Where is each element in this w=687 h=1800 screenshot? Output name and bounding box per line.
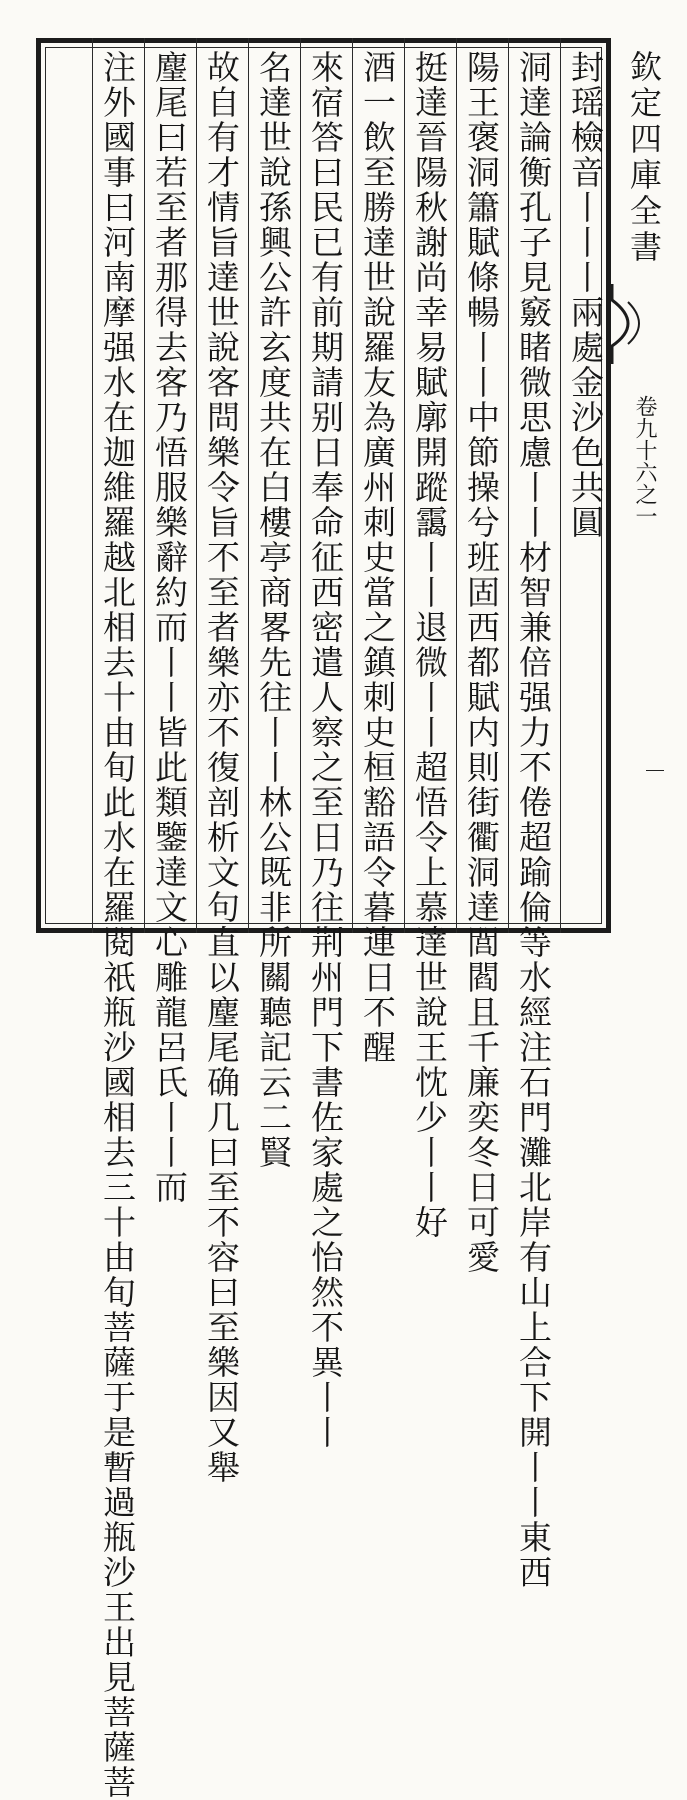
- text-column-7: 名達世說孫興公許玄度共在白樓亭商畧先往丨丨林公既非所關聽記云二賢: [254, 50, 293, 1170]
- text-column-9: 麈尾曰若至者那得去客乃悟服樂辭約而丨丨皆此類鑒達文心雕龍呂氏丨丨而: [150, 50, 189, 1205]
- text-column-10: 注外國事曰河南摩强水在迦維羅越北相去十由旬此水在羅閱祇瓶沙國相去三十由旬菩薩于是暫過瓶沙王出見菩薩菩: [98, 50, 137, 1800]
- text-column-1: 封瑶檢音丨丨丨兩處金沙色共圓: [566, 50, 605, 540]
- text-column-8: 故自有才情旨達世說客問樂令旨不至者樂亦不復剖析文句直以麈尾确几曰至不容曰至樂因又舉: [202, 50, 241, 1485]
- text-column-4: 挺達晉陽秋謝尚幸易賦廓開蹤靄丨丨退微丨丨超悟令上慕達世說王忱少丨丨好: [410, 50, 449, 1240]
- fishtail-mark: [606, 280, 676, 370]
- text-column-6: 來宿答曰民已有前期請别日奉命征西密遣人察之至日乃往荆州門下書佐家處之怡然不異丨丨: [306, 50, 345, 1450]
- text-column-2: 洞達論衡孔子見竅睹微思慮丨丨材智兼倍强力不倦超踰倫等水經注石門灘北岸有山上合下開丨丨東西: [514, 50, 553, 1590]
- volume-label: 卷九十六之一: [632, 395, 657, 527]
- text-column-5: 酒一飲至勝達世說羅友為廣州刺史當之鎮刺史桓豁語令暮連日不醒: [358, 50, 397, 1065]
- book-title: 欽定四庫全書: [625, 50, 663, 266]
- text-column-3: 陽王褒洞簫賦條暢丨丨中節操兮班固西都賦内則街衢洞達閭閻且千廉奕冬日可愛: [462, 50, 501, 1275]
- margin-mark: [646, 770, 664, 771]
